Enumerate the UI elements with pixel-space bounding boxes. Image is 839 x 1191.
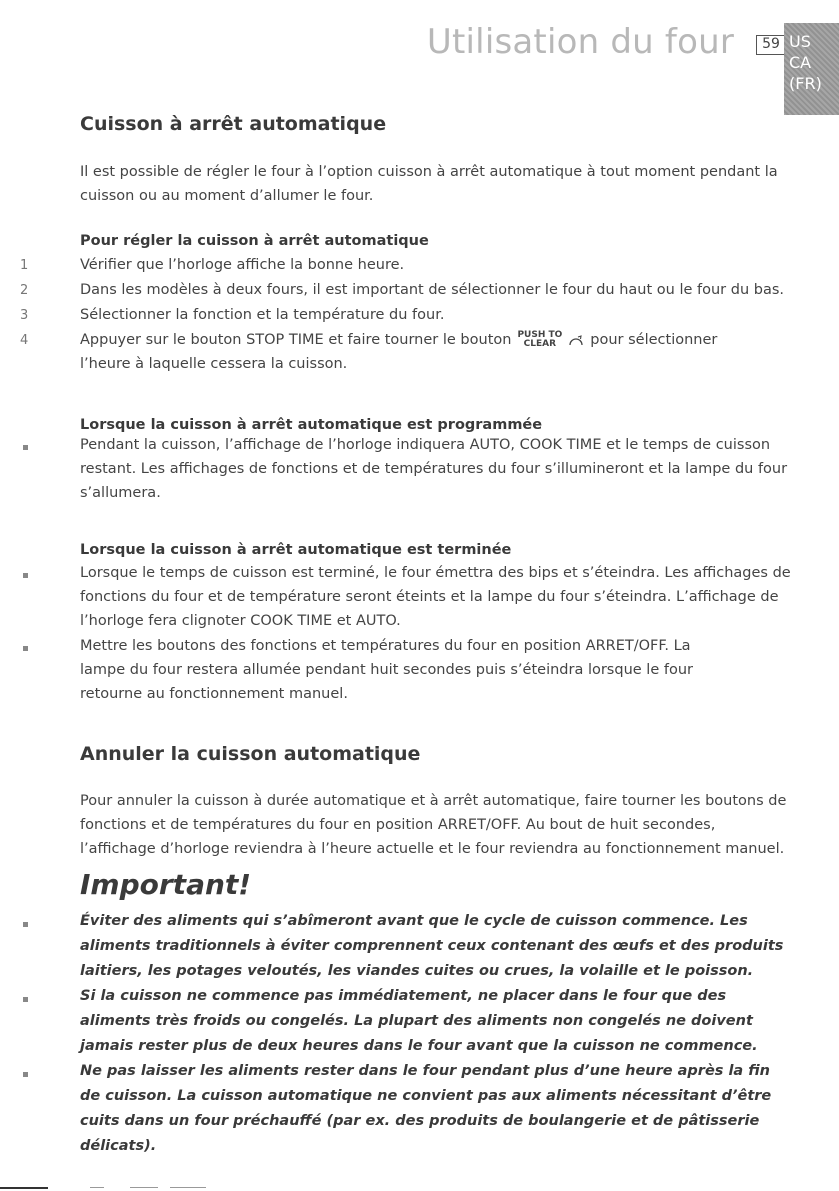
finished-item: Mettre les boutons des fonctions et températures du four en position ARRET/OFF. La lampe du four restera allumée pendant huit secondes puis s’éteindra lorsque le four retourne au fonctionnement manuel. xyxy=(80,638,693,702)
programmed-subtitle: Lorsque la cuisson à arrêt automatique est programmée xyxy=(80,417,543,433)
region-ca: CA xyxy=(789,53,812,72)
bottom-rule xyxy=(130,1187,158,1188)
bottom-rule xyxy=(90,1187,104,1188)
bullet-marker xyxy=(23,922,28,927)
programmed-item: Pendant la cuisson, l’affichage de l’horloge indiquera AUTO, COOK TIME et le temps de cuisson restant. Les affichages de fonctions et de températures du four s’illumineront et la lampe du four s’allumera. xyxy=(80,437,788,501)
section-title-cancel: Annuler la cuisson automatique xyxy=(80,743,421,765)
bullet-marker xyxy=(23,573,28,578)
finished-subtitle: Lorsque la cuisson à arrêt automatique est terminée xyxy=(80,542,512,558)
step-number: 2 xyxy=(20,283,29,298)
step-4-text-before: Appuyer sur le bouton STOP TIME et faire tourner le bouton xyxy=(80,332,512,348)
bullet-marker xyxy=(23,997,28,1002)
bullet-marker xyxy=(23,445,28,450)
section-title-auto-stop: Cuisson à arrêt automatique xyxy=(80,113,387,135)
step-4-text-after: pour sélectionner xyxy=(590,332,718,348)
step-number: 4 xyxy=(20,333,29,348)
important-title: Important! xyxy=(80,868,252,901)
step-number: 3 xyxy=(20,308,29,323)
region-us: US xyxy=(789,32,811,51)
step-4-text-line2: l’heure à laquelle cessera la cuisson. xyxy=(80,356,348,372)
important-item: Ne pas laisser les aliments rester dans le four pendant plus d’une heure après la fin de cuisson. La cuisson automatique ne convient pas aux aliments nécessitant d’être cuits dans un four préchauffé (par ex. des produits de boulangerie et de pâtisserie délicats). xyxy=(80,1063,772,1154)
bullet-marker xyxy=(23,1072,28,1077)
page-number: 59 xyxy=(756,35,786,55)
bullet-marker xyxy=(23,646,28,651)
step-text: Vérifier que l’horloge affiche la bonne heure. xyxy=(80,257,405,273)
finished-item: Lorsque le temps de cuisson est terminé, le four émettra des bips et s’éteindra. Les affichages de fonctions du four et de température seront éteints et la lampe du four s’éteindra. L’affichage de l’horloge fera clignoter COOK TIME et AUTO. xyxy=(80,565,791,629)
step-4-text xyxy=(80,328,795,376)
page-header-title: Utilisation du four xyxy=(426,22,734,62)
knob-icon xyxy=(568,334,584,346)
region-fr: (FR) xyxy=(789,74,822,93)
bottom-rule xyxy=(0,1187,48,1189)
important-item: Si la cuisson ne commence pas immédiatement, ne placer dans le four que des aliments très froids ou congelés. La plupart des aliments non congelés ne doivent jamais rester plus de deux heures dans le four avant que la cuisson ne commence. xyxy=(80,988,758,1054)
step-text: Dans les modèles à deux fours, il est important de sélectionner le four du haut ou le four du bas. xyxy=(80,282,785,298)
push-to-clear-label: PUSH TO CLEAR xyxy=(517,330,563,349)
region-tab xyxy=(784,23,839,115)
steps-subtitle: Pour régler la cuisson à arrêt automatique xyxy=(80,233,429,249)
cancel-paragraph: Pour annuler la cuisson à durée automatique et à arrêt automatique, faire tourner les boutons de fonctions et de températures du four en position ARRET/OFF. Au bout de huit secondes, l’affichage d’horloge reviendra à l’heure actuelle et le four reviendra au fonctionnement manuel. xyxy=(80,793,787,857)
intro-paragraph: Il est possible de régler le four à l’option cuisson à arrêt automatique à tout moment pendant la cuisson ou au moment d’allumer le four. xyxy=(80,164,778,204)
bottom-rule xyxy=(170,1187,206,1188)
step-number: 1 xyxy=(20,258,29,273)
step-text: Sélectionner la fonction et la température du four. xyxy=(80,307,445,323)
important-item: Éviter des aliments qui s’abîmeront avant que le cycle de cuisson commence. Les aliments traditionnels à éviter comprennent ceux contenant des œufs et des produits laitiers, les potages veloutés, les viandes cuites ou crues, la volaille et le poisson. xyxy=(80,913,784,979)
